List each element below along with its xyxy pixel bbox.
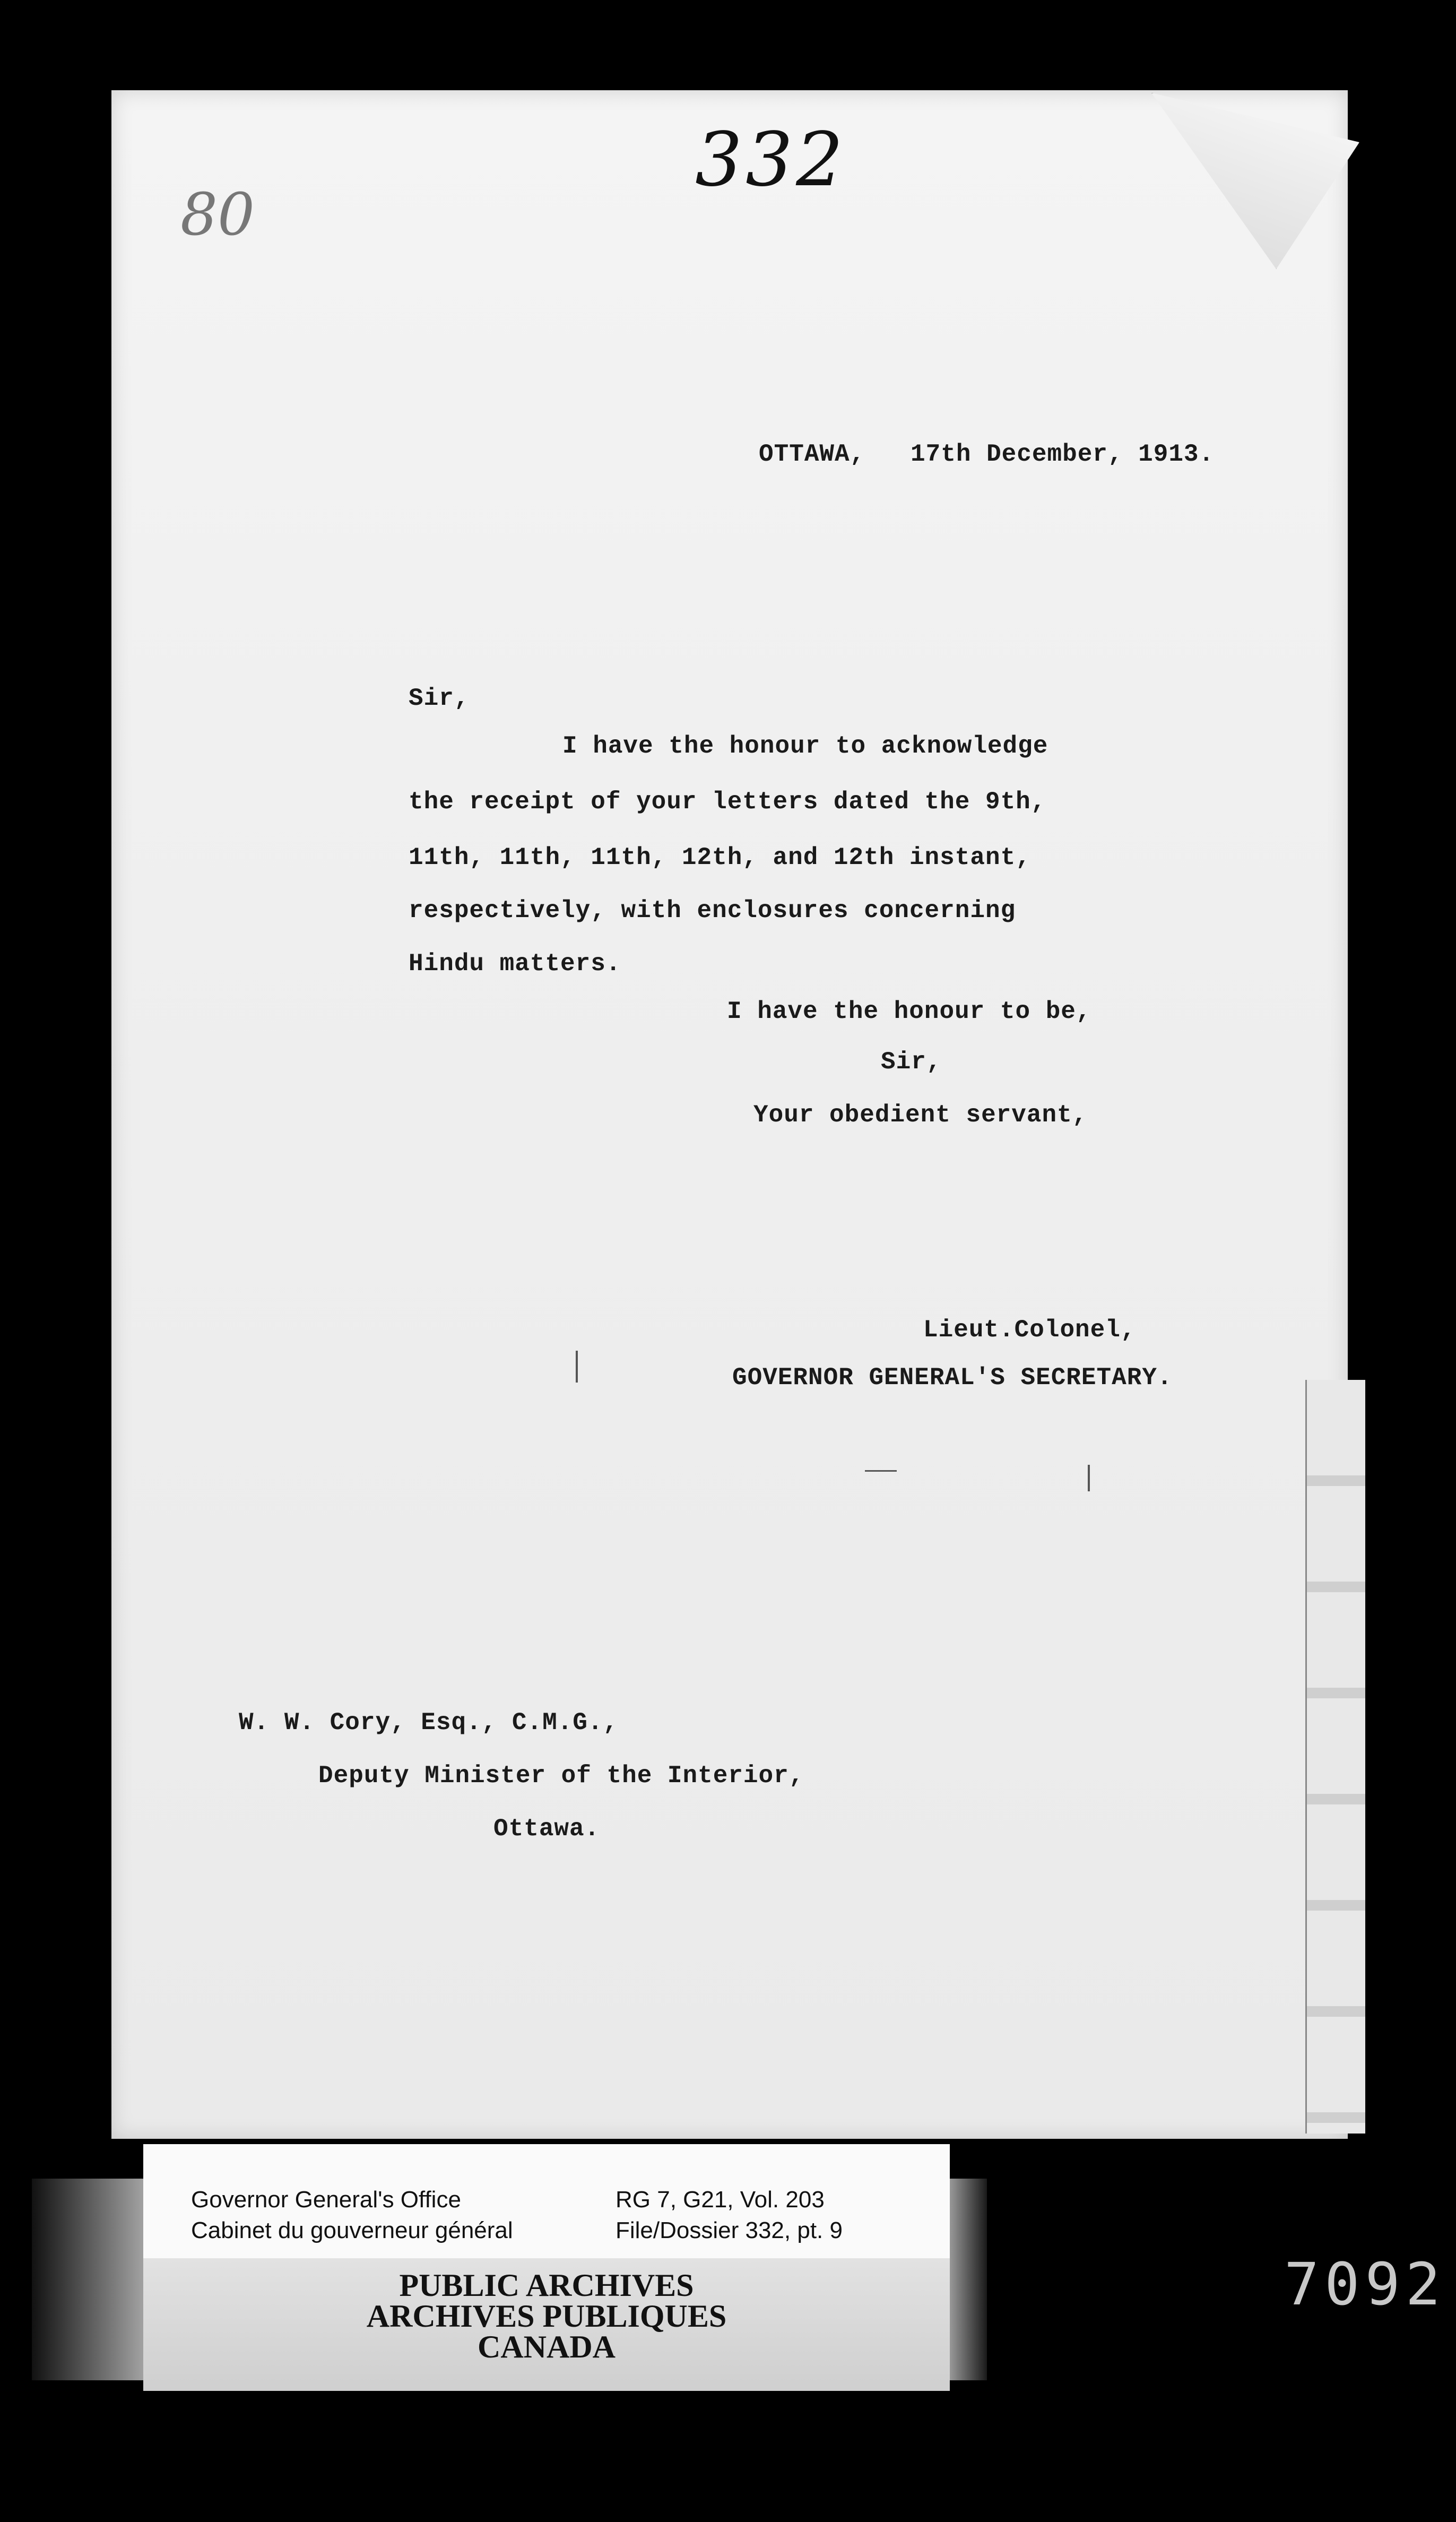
closing-line: Your obedient servant,	[753, 1101, 1088, 1129]
signature-rank: Lieut.Colonel,	[923, 1316, 1136, 1344]
body-line: I have the honour to acknowledge	[562, 732, 1048, 760]
body-line: respectively, with enclosures concerning	[409, 897, 1016, 925]
stamp-line: ARCHIVES PUBLIQUES	[366, 2299, 727, 2334]
addressee-line: Ottawa.	[493, 1815, 600, 1843]
stamp-line: CANADA	[478, 2329, 616, 2364]
margin-tick	[576, 1351, 578, 1383]
addressee-line: W. W. Cory, Esq., C.M.G.,	[239, 1709, 619, 1737]
margin-tick	[1088, 1465, 1090, 1491]
closing-line: I have the honour to be,	[727, 998, 1091, 1025]
signature-title: GOVERNOR GENERAL'S SECRETARY.	[732, 1364, 1173, 1392]
torn-edge	[1305, 1380, 1365, 2134]
body-line: 11th, 11th, 11th, 12th, and 12th instant,	[409, 844, 1031, 871]
office-english: Governor General's Office	[191, 2187, 461, 2213]
closing-line: Sir,	[881, 1048, 942, 1076]
document-page	[111, 90, 1348, 2139]
microfilm-frame-number: 7092	[1284, 2250, 1446, 2318]
record-group-reference: RG 7, G21, Vol. 203	[616, 2187, 825, 2213]
salutation: Sir,	[409, 685, 470, 712]
place-date: OTTAWA, 17th December, 1913.	[759, 441, 1215, 468]
margin-tick	[865, 1470, 897, 1472]
archives-stamp	[143, 2258, 950, 2391]
stamp-line: PUBLIC ARCHIVES	[399, 2268, 694, 2303]
file-reference: File/Dossier 332, pt. 9	[616, 2217, 843, 2243]
archive-reference-label	[143, 2144, 950, 2266]
addressee-line: Deputy Minister of the Interior,	[318, 1762, 804, 1790]
office-french: Cabinet du gouverneur général	[191, 2217, 513, 2243]
body-line: the receipt of your letters dated the 9th,	[409, 788, 1046, 816]
folio-number: 332	[695, 117, 847, 203]
body-line: Hindu matters.	[409, 950, 621, 978]
corner-mark: 80	[180, 180, 255, 248]
